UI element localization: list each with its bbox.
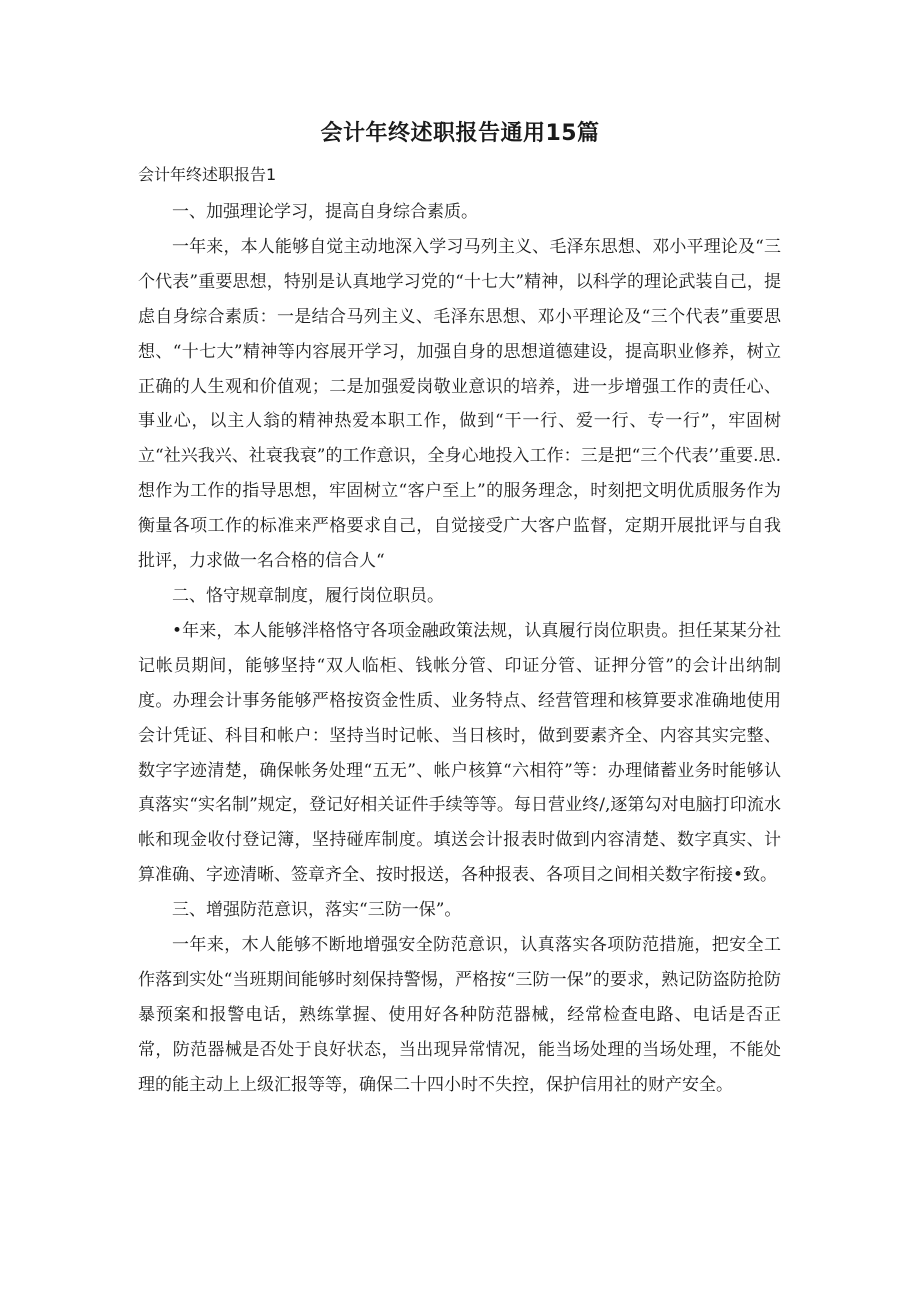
- paragraph-1: 一年来，本人能够自觉主动地深入学习马列主义、毛泽东思想、邓小平理论及“三个代表”重要思想，特别是认真地学习党的“十七大”精神，以科学的理论武装自己，提虑自身综合素质：一是结合马列主义、毛泽东思想、邓小平理论及“三个代表”重要思想、“十七大”精神等内容展开学习，加强自身的思想道德建设，提高职业修养，树立正确的人生观和价值观；二是加强爱岗敬业意识的培养，进一步增强工作的责任心、事业心，以主人翁的精神热爱本职工作，做到“干一行、爱一行、专一行”，牢固树立“社兴我兴、社衰我衰”的工作意识，全身心地投入工作：三是把“三个代表’’重要.思.想作为工作的指导思想，牢固树立“客户至上”的服务理念，时刻把文明优质服务作为衡量各项工作的标准来严格要求自己，自觉接受广大客户监督，定期开展批评与自我批评，力求做一名合格的信合人“: [138, 236, 781, 572]
- section-heading-2: 二、恪守规章制度，履行岗位职员。: [172, 585, 444, 606]
- document-body: [138, 195, 781, 1103]
- paragraph-2: •年来，本人能够泮格恪守各项金融政策法规，认真履行岗位职贵。担任某某分社记帐员期间，能够坚持“双人临柜、钱帐分管、印证分管、证押分管”的会计出纳制度。办理会计事务能够严格按资金性质、业务特点、经营管理和核算要求准确地使用会计凭证、科目和帐户：坚持当时记帐、当日核时，做到要素齐全、内容其实完整、数字字迹清楚，确保帐务处理“五无”、帐户核算“六相符”等：办理储蓄业务时能够认真落实“实名制”规定，登记好相关证件手续等等。每日营业终/,逐第勾对电脑打印流水帐和现金收付登记簿，坚持碰库制度。填送会计报表时做到内容清楚、数字真实、计算准确、字迹清晰、签章齐全、按时报送，各种报表、各项目之间相关数字衔接•致。: [138, 620, 781, 886]
- section-heading-1: 一、加强理论学习，提高自身综合素质。: [172, 202, 478, 222]
- document-subtitle: 会计年终述职报告1: [138, 165, 277, 184]
- document-title: 会计年终述职报告通用15篇: [320, 121, 600, 146]
- section-heading-3: 三、增强防范意识，落实“三防一保”。: [172, 900, 462, 921]
- paragraph-3: 一年来，木人能够不断地增强安全防范意识，认真落实各项防范措施，把安全工作落到实处“当班期间能够时刻保持警惕，严格按“三防一保”的要求，熟记防盗防抢防暴预案和报警电话，熟练掌握、使用好各种防范器械，经常检查电路、电话是否正常，防范器械是否处于良好状态，当出现异常情况，能当场处理的当场处理，不能处理的能主动上上级汇报等等，确保二十四小时不失控，保护信用社的财产安全。: [138, 935, 781, 1095]
